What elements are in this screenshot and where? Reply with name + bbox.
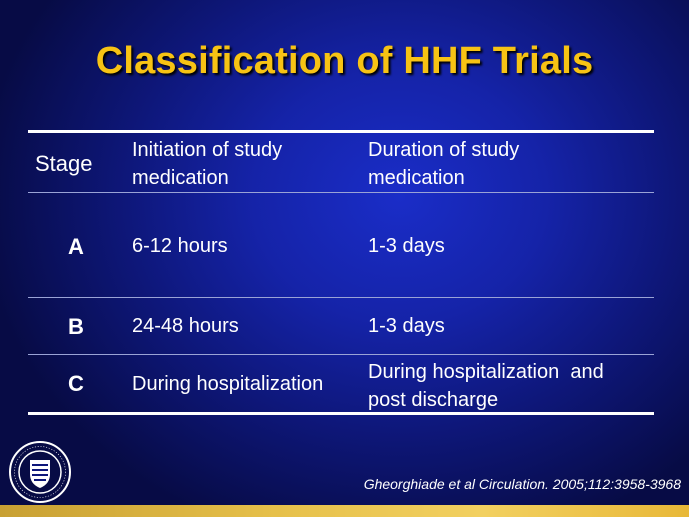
row-c-stage: C bbox=[68, 371, 84, 396]
row-b-duration: 1-3 days bbox=[368, 315, 445, 337]
row-a-stage: A bbox=[68, 234, 84, 259]
table-row-divider bbox=[28, 354, 654, 355]
row-c-duration-line2: post discharge bbox=[368, 389, 499, 411]
row-b-initiation: 24-48 hours bbox=[132, 315, 239, 337]
university-seal-icon bbox=[8, 440, 72, 504]
row-a-duration: 1-3 days bbox=[368, 235, 445, 257]
slide-title: Classification of HHF Trials bbox=[95, 40, 594, 82]
row-c-duration-line1: During hospitalization and bbox=[368, 361, 604, 383]
row-c-initiation: During hospitalization bbox=[132, 373, 324, 395]
header-initiation-line1: Initiation of study bbox=[132, 139, 283, 161]
table-header-divider bbox=[28, 192, 654, 193]
table-bottom-rule bbox=[28, 412, 654, 415]
table-top-rule bbox=[28, 130, 654, 133]
table-row-divider bbox=[28, 297, 654, 298]
footer-accent-bar bbox=[0, 505, 689, 517]
header-initiation-line2: medication bbox=[132, 167, 229, 189]
header-stage: Stage bbox=[35, 151, 93, 176]
row-b-stage: B bbox=[68, 314, 84, 339]
header-duration-line2: medication bbox=[368, 167, 465, 189]
header-duration-line1: Duration of study bbox=[368, 139, 520, 161]
citation: Gheorghiade et al Circulation. 2005;112:3958-3968 bbox=[363, 476, 681, 492]
row-a-initiation: 6-12 hours bbox=[132, 235, 228, 257]
